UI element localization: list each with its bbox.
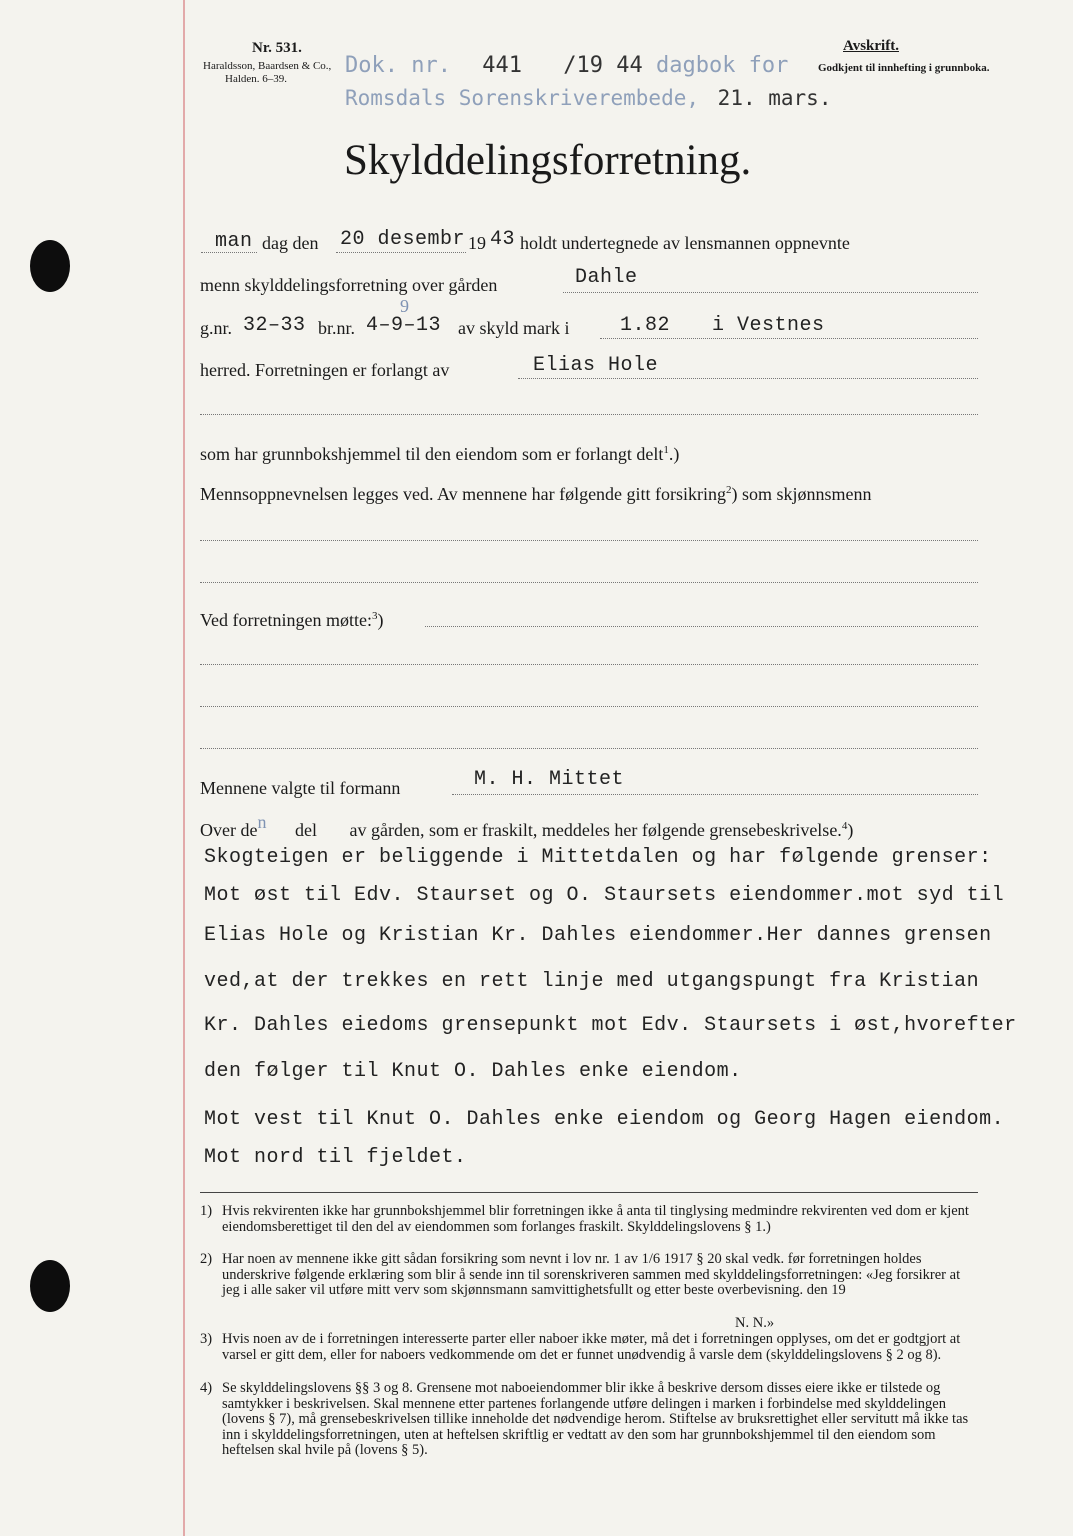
- footnote: 2) Har noen av mennene ikke gitt sådan forsikring som nevnt i lov nr. 1 av 1/6 1917 § 20 skal vedk. før forretningen holdes underskrive følgende erklæring som blir å sende inn til sorenskriveren sammen med skylddelingsforretningen: «Jeg forsikrer at jeg i alle saker vil utføre mitt verv som skjønnsmann samvittighetsfullt og etter beste overbevisning. den 19: [200, 1251, 961, 1298]
- held-label: holdt undertegnede av lensmannen oppnevnte: [520, 233, 850, 253]
- formann-label: Mennene valgte til formann: [200, 778, 401, 798]
- year-prefix: 19: [468, 233, 486, 253]
- description-line: Mot vest til Knut O. Dahles enke eiendom og Georg Hagen eiendom.: [204, 1108, 1005, 1131]
- footnote-separator: [200, 1192, 978, 1193]
- description-line: den følger til Knut O. Dahles enke eiendom.: [204, 1060, 742, 1083]
- dotted-line: [452, 794, 978, 795]
- skyld-value: 1.82: [620, 314, 671, 337]
- stamp-date: 21. mars.: [717, 86, 832, 110]
- description-line: Kr. Dahles eiedoms grensepunkt mot Edv. Staursets i øst,hvorefter: [204, 1014, 1017, 1037]
- weekday-value: man: [215, 230, 253, 253]
- brnr-value: 4–9–13: [366, 314, 442, 337]
- description-line: Mot øst til Edv. Staurset og O. Staursets eiendommer.mot syd til: [204, 884, 1005, 907]
- footnote: 4) Se skylddelingslovens §§ 3 og 8. Grensene mot naboeiendommer blir ikke å beskrive dersom disses eiere ikke er tilstede og samtykker i beskrivelsen. Skal mennene etter partenes forlangende utføre delingen i marken i forbindelse med skylddelingen (lovens § 7), må grensebeskrivelsen tillike inneholde det nødvendige herom. Stiftelse av bruksrettighet eller servitutt må ikke tas inn i skylddelingsforretningen, uten at heftelsen skriftlig er vedtatt av den som har grunnbokshjemmel til den eiendom som heftelsen skal hvile på (lovens § 5).: [200, 1380, 969, 1458]
- mennopp-label: Mennsoppnevnelsen legges ved. Av mennene har følgende gitt forsikring$^2$) som skjønnsmenn: [200, 484, 872, 504]
- requester-value: Elias Hole: [533, 354, 659, 377]
- municipality-value: i Vestnes: [712, 314, 825, 337]
- punch-hole: [30, 1260, 70, 1312]
- motte-label: Ved forretningen møtte:$^3$): [200, 610, 384, 630]
- description-line: ved,at der trekkes en rett linje med utgangspungt fra Kristian: [204, 970, 980, 993]
- dotted-line: [200, 706, 978, 707]
- skyld-label: av skyld mark i: [458, 318, 570, 338]
- dotted-line: [600, 338, 978, 339]
- printer-line: Haraldsson, Baardsen & Co.,: [203, 60, 332, 72]
- dotted-line: [201, 252, 257, 253]
- description-line: Skogteigen er beliggende i Mittetdalen og har følgende grenser:: [204, 846, 992, 869]
- description-line: Elias Hole og Kristian Kr. Dahles eiendommer.Her dannes grensen: [204, 924, 992, 947]
- weekday-label: dag den: [262, 233, 319, 253]
- description-line: Mot nord til fjeldet.: [204, 1146, 467, 1169]
- grunnbok-label: som har grunnbokshjemmel til den eiendom som er forlangt delt$^1$.): [200, 444, 680, 464]
- dotted-line: [518, 378, 978, 379]
- footnote-signature: N. N.»: [735, 1315, 775, 1331]
- gnr-value: 32–33: [243, 314, 306, 337]
- doc-number: 441: [482, 53, 522, 78]
- brnr-superscript: 9: [400, 296, 409, 316]
- brnr-label: br.nr.: [318, 318, 356, 338]
- footnote: 3) Hvis noen av de i forretningen interesserte parter eller naboer ikke møter, må det i forretningen opplyses, om det er godtgjort at varsel er gitt dem, eller for naboers vedkommende om det er funnet unødvendig å varsle dem (skylddelingslovens § 2 og 8).: [200, 1331, 961, 1363]
- form-number: Nr. 531.: [252, 40, 302, 56]
- over-label: Over den del av gården, som er fraskilt, meddeles her følgende grensebeskrivelse.$^4$): [200, 812, 854, 840]
- gnr-label: g.nr.: [200, 318, 233, 338]
- dotted-line: [200, 414, 978, 415]
- printer-line: Halden. 6–39.: [225, 73, 288, 85]
- registry-stamp-line2: Romsdals Sorenskriverembede, 21. mars.: [345, 86, 832, 110]
- year-value: 43: [490, 228, 516, 251]
- dotted-line: [336, 252, 466, 253]
- approval-note: Godkjent til innhefting i grunnboka.: [818, 62, 990, 74]
- dotted-line: [425, 626, 978, 627]
- men-label: menn skylddelingsforretning over gården: [200, 275, 498, 295]
- dotted-line: [563, 292, 978, 293]
- registry-stamp-line1: Dok. nr. 441 /19 44 dagbok for: [345, 53, 789, 78]
- date-value: 20 desembr: [340, 228, 466, 251]
- dotted-line: [200, 748, 978, 749]
- formann-value: M. H. Mittet: [474, 768, 625, 791]
- punch-hole: [30, 240, 70, 292]
- dotted-line: [200, 664, 978, 665]
- dotted-line: [200, 582, 978, 583]
- copy-label: Avskrift.: [843, 38, 899, 54]
- dotted-line: [200, 540, 978, 541]
- farm-value: Dahle: [575, 266, 638, 289]
- margin-line: [183, 0, 185, 1536]
- page-title: Skylddelingsforretning.: [344, 137, 752, 184]
- footnote: 1) Hvis rekvirenten ikke har grunnbokshjemmel blir forretningen ikke å anta til tinglysing medmindre rekvirenten ved dom er kjent eiendomsberettiget til den del av eiendommen som forlanges fraskilt. Skylddelingslovens § 1.): [200, 1203, 969, 1235]
- herred-label: herred. Forretningen er forlangt av: [200, 360, 450, 380]
